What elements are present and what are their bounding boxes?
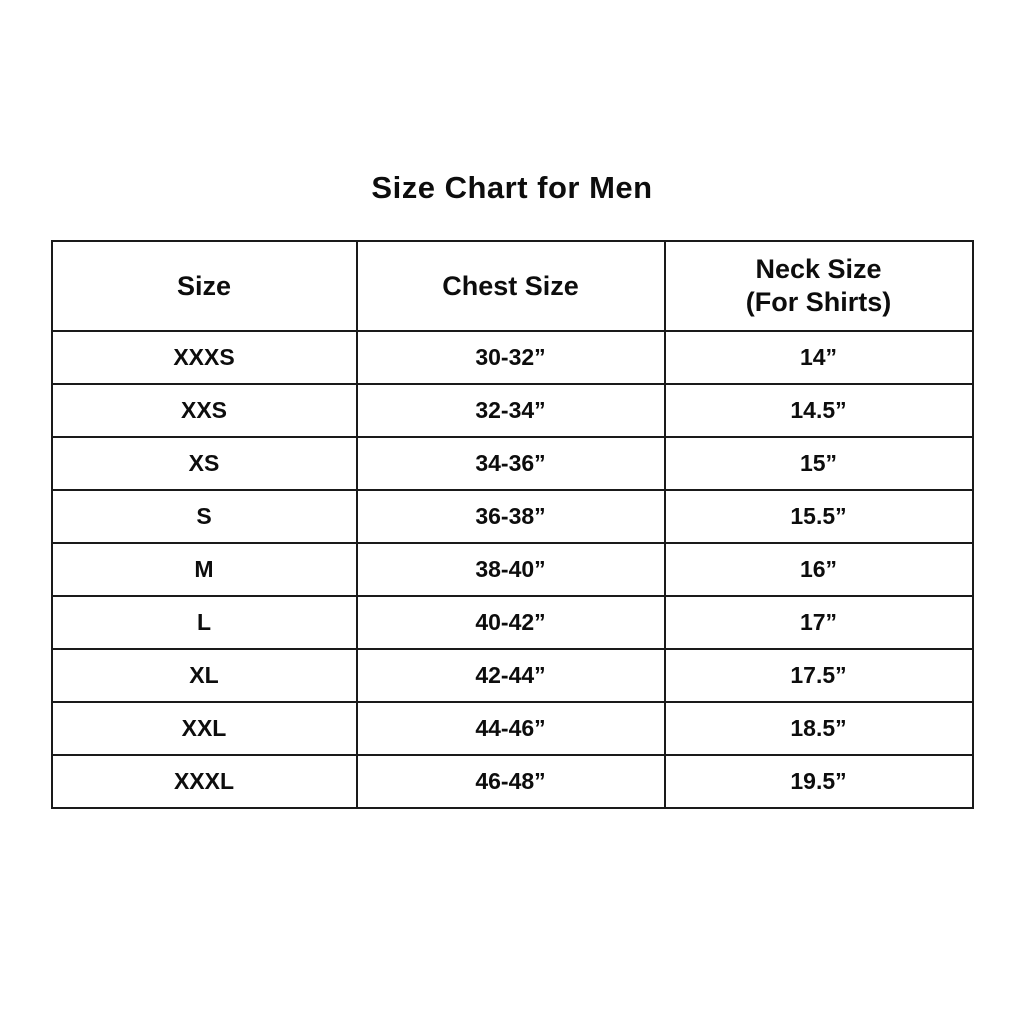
chest-size-cell: 46-48” — [357, 755, 665, 808]
chest-size-cell: 40-42” — [357, 596, 665, 649]
table-row — [52, 543, 973, 596]
size-cell: S — [52, 490, 357, 543]
table-row — [52, 702, 973, 755]
size-cell: XL — [52, 649, 357, 702]
size-cell: L — [52, 596, 357, 649]
table-row — [52, 384, 973, 437]
header-row — [52, 241, 973, 331]
table-row — [52, 596, 973, 649]
header-neck-size — [665, 241, 973, 331]
chest-size-cell: 32-34” — [357, 384, 665, 437]
neck-size-cell: 14.5” — [665, 384, 973, 437]
neck-size-cell: 17.5” — [665, 649, 973, 702]
size-cell: XXXS — [52, 331, 357, 384]
size-cell: XS — [52, 437, 357, 490]
size-chart-table — [51, 240, 974, 809]
header-chest-size-label: Chest Size — [442, 270, 579, 301]
neck-size-cell: 16” — [665, 543, 973, 596]
table-row — [52, 490, 973, 543]
neck-size-cell: 15” — [665, 437, 973, 490]
header-neck-size-sublabel: (For Shirts) — [745, 287, 892, 317]
neck-size-cell: 15.5” — [665, 490, 973, 543]
size-cell: XXL — [52, 702, 357, 755]
chest-size-cell: 44-46” — [357, 702, 665, 755]
chest-size-cell: 34-36” — [357, 437, 665, 490]
header-neck-size-label: Neck Size — [755, 254, 882, 285]
table-row — [52, 649, 973, 702]
neck-size-cell: 18.5” — [665, 702, 973, 755]
size-cell: M — [52, 543, 357, 596]
header-size-label: Size — [176, 270, 232, 301]
page-title: Size Chart for Men — [371, 170, 653, 205]
size-cell: XXS — [52, 384, 357, 437]
table-row — [52, 331, 973, 384]
neck-size-cell: 17” — [665, 596, 973, 649]
chest-size-cell: 42-44” — [357, 649, 665, 702]
chest-size-cell: 30-32” — [357, 331, 665, 384]
table-body — [52, 331, 973, 808]
table-row — [52, 755, 973, 808]
chest-size-cell: 38-40” — [357, 543, 665, 596]
size-cell: XXXL — [52, 755, 357, 808]
header-chest-size — [357, 241, 665, 331]
neck-size-cell: 19.5” — [665, 755, 973, 808]
header-size — [52, 241, 357, 331]
chest-size-cell: 36-38” — [357, 490, 665, 543]
table-row — [52, 437, 973, 490]
table-header — [52, 241, 973, 331]
neck-size-cell: 14” — [665, 331, 973, 384]
